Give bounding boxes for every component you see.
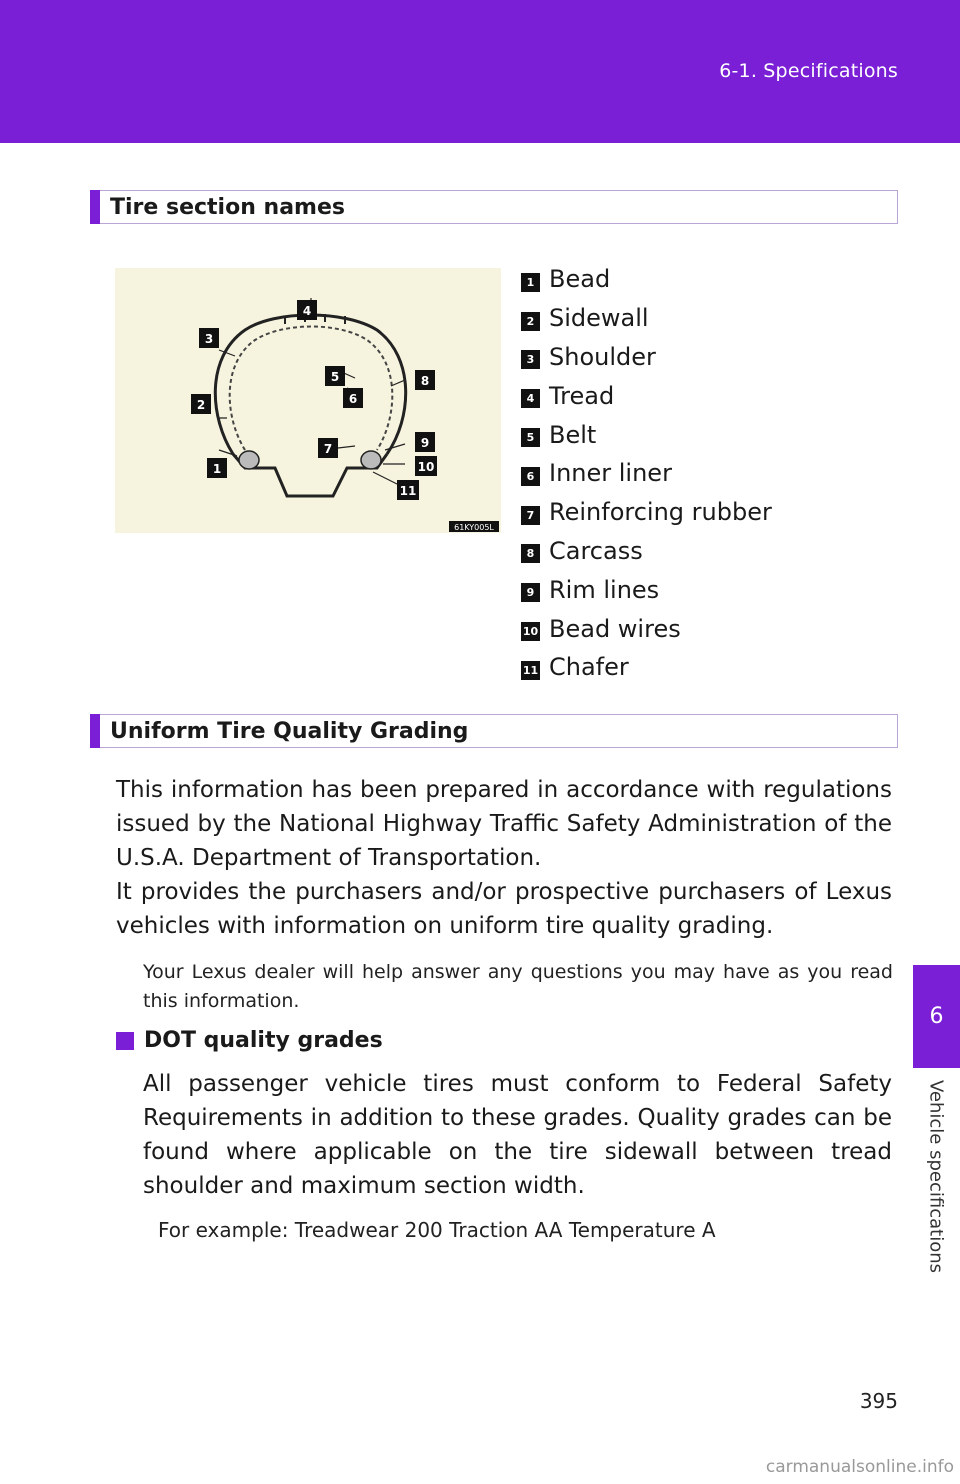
tag-5 [325,366,345,386]
svg-text:5: 5 [330,370,340,384]
svg-text:8: 8 [420,374,430,388]
utqg-paragraph-1: This information has been prepared in accordance with regulations issued by the National Highway Traffic Safety Administration of the U.S.A. Department of Transportation. [116,777,892,871]
legend-item [521,493,772,532]
legend-item [521,648,772,687]
legend-label: Rim lines [549,575,660,604]
grade-example: For example: Treadwear 200 Traction AA Temperature A [158,1218,716,1242]
bead-right [361,451,381,469]
legend-number: 10 [521,622,540,641]
dot-quality-heading [116,1028,383,1053]
svg-text:3: 3 [204,332,214,346]
legend-item [521,454,772,493]
legend-label: Sidewall [549,304,649,333]
tire-cross-section-figure [115,268,501,533]
svg-text:2: 2 [196,398,206,412]
tag-3 [199,328,219,348]
page-number: 395 [859,1389,898,1413]
tag-9 [415,432,435,452]
legend-item [521,260,772,299]
chapter-tab[interactable]: 6 [913,965,960,1068]
svg-text:10: 10 [417,460,435,474]
legend-label: Carcass [549,536,643,565]
legend-number: 8 [521,544,540,563]
tire-parts-legend [521,260,772,687]
utqg-paragraph-2: It provides the purchasers and/or prospective purchasers of Lexus vehicles with information on uniform tire quality grading. [116,879,892,939]
site-watermark: carmanualsonline.info [765,1457,954,1477]
bullet-square-icon [116,1032,134,1050]
dealer-note: Your Lexus dealer will help answer any questions you may have as you read this information. [143,961,893,1012]
legend-label: Bead [549,265,611,294]
legend-number: 5 [521,428,540,447]
legend-label: Tread [549,381,615,410]
tag-7 [318,438,338,458]
svg-text:9: 9 [420,436,430,450]
section-title: Uniform Tire Quality Grading [110,719,469,744]
section-title: Tire section names [110,195,345,220]
legend-number: 11 [521,661,540,680]
legend-number: 2 [521,312,540,331]
svg-text:1: 1 [212,462,222,476]
legend-item [521,415,772,454]
tag-10 [415,456,437,476]
legend-item [521,570,772,609]
dot-heading-text: DOT quality grades [144,1028,383,1053]
tag-4 [297,300,317,320]
svg-text:11: 11 [399,484,417,498]
tire-inner-line [230,327,393,451]
svg-text:4: 4 [302,304,312,318]
tire-outer-line [215,315,405,454]
legend-label: Shoulder [549,342,656,371]
figure-code: 61KY005L [454,523,494,532]
bead-left [239,451,259,469]
legend-label: Belt [549,420,597,449]
legend-number: 4 [521,389,540,408]
legend-item [521,376,772,415]
legend-label: Bead wires [549,614,681,643]
section-accent [90,714,100,748]
legend-number: 6 [521,467,540,486]
legend-label: Chafer [549,653,629,682]
legend-number: 9 [521,583,540,602]
legend-item [521,338,772,377]
svg-text:7: 7 [323,442,333,456]
tag-8 [415,370,435,390]
svg-text:6: 6 [348,392,358,406]
legend-number: 3 [521,350,540,369]
tag-1 [207,458,227,478]
tire-diagram [115,268,501,533]
section-heading-utqg [90,714,898,748]
legend-item [521,299,772,338]
section-heading-tire-names [90,190,898,224]
legend-label: Reinforcing rubber [549,498,772,527]
dot-quality-text: All passenger vehicle tires must conform to Federal Safety Requirements in addition to these grades. Quality grades can be found where applicable on the tire sidewall between tread shoulder and maximum section width. [143,1071,892,1199]
chapter-section-title: 6-1. Specifications [719,60,898,82]
legend-item [521,532,772,571]
tag-2 [191,394,211,414]
legend-number: 7 [521,506,540,525]
section-accent [90,190,100,224]
tag-6 [343,388,363,408]
legend-item [521,609,772,648]
chapter-tab-label: Vehicle specifications [925,1080,947,1273]
legend-label: Inner liner [549,459,672,488]
tag-11 [397,480,419,500]
legend-number: 1 [521,273,540,292]
